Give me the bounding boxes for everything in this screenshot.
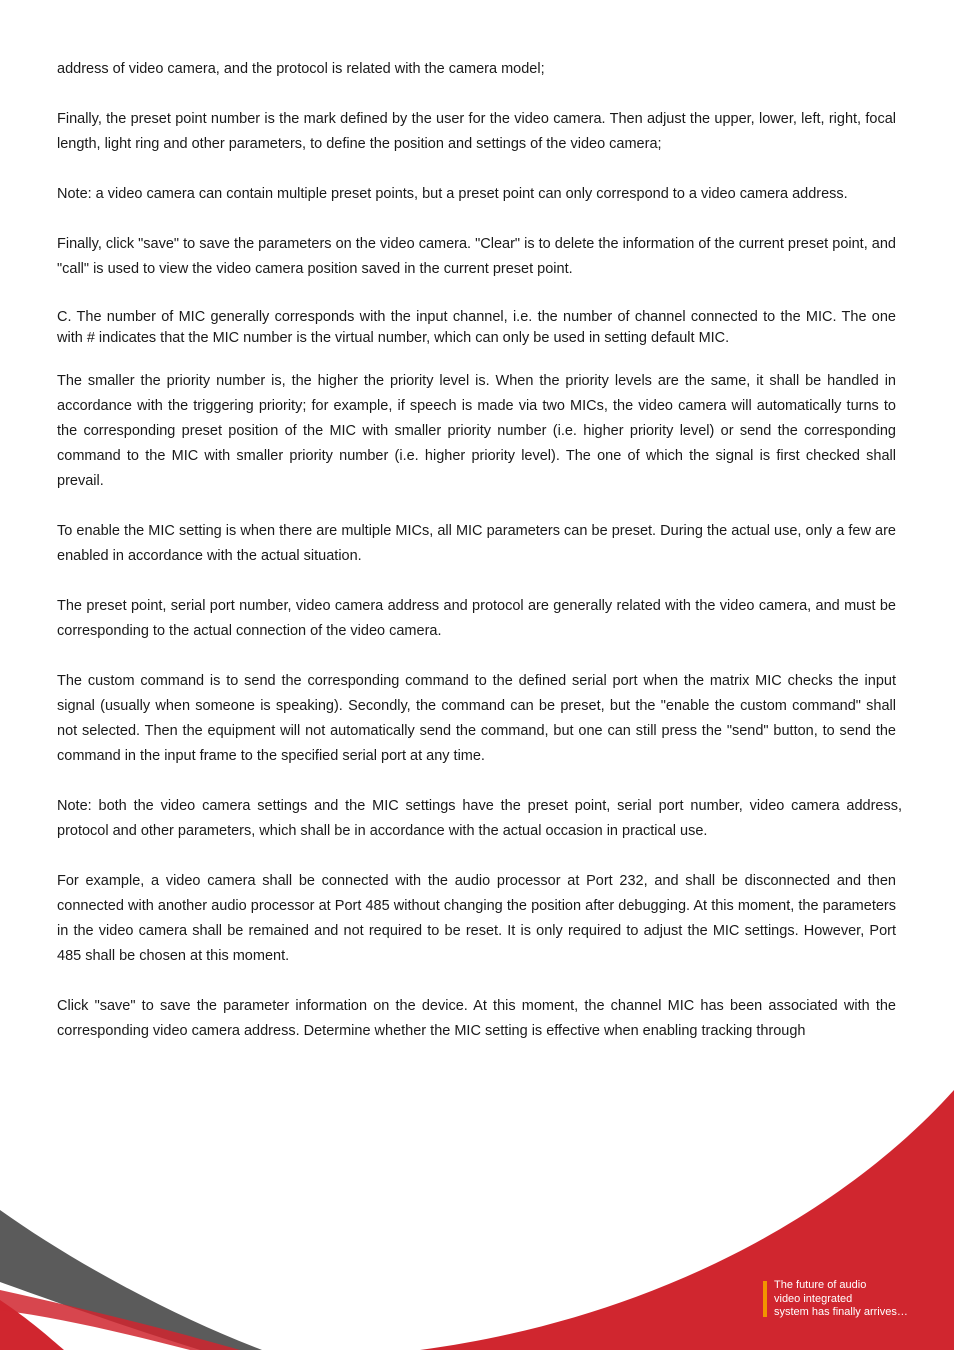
footer-tagline [774, 1279, 944, 1320]
paragraph-item-c: C. The number of MIC generally corresponds with the input channel, i.e. the number of channel connected to the MIC. The one with # indicates that the MIC number is the virtual number, which can only be used in setting default MIC. [57, 309, 896, 346]
paragraph: To enable the MIC setting is when there are multiple MICs, all MIC parameters can be preset. During the actual use, only a few are enabled in accordance with the actual situation. [57, 523, 896, 564]
paragraph: The preset point, serial port number, video camera address and protocol are generally related with the video camera, and must be corresponding to the actual connection of the video camera. [57, 598, 896, 639]
page-body [57, 57, 902, 1069]
paragraph: Note: a video camera can contain multiple preset points, but a preset point can only correspond to a video camera address. [57, 186, 848, 202]
paragraph: address of video camera, and the protocol is related with the camera model; [57, 61, 545, 77]
paragraph: Finally, click "save" to save the parameters on the video camera. "Clear" is to delete the information of the current preset point, and "call" is used to view the video camera position saved in the current preset point. [57, 236, 896, 277]
paragraph: Note: both the video camera settings and the MIC settings have the preset point, serial port number, video camera address, protocol and other parameters, which shall be in accordance with the actual occasion in practical use. [57, 798, 902, 839]
paragraph: For example, a video camera shall be connected with the audio processor at Port 232, and shall be disconnected and then connected with another audio processor at Port 485 without changing the position after debugging. At this moment, the parameters in the video camera shall be remained and not required to be reset. It is only required to adjust the MIC settings. However, Port 485 shall be chosen at this moment. [57, 873, 896, 964]
tagline-line: system has finally arrives… [774, 1306, 908, 1318]
paragraph: Finally, the preset point number is the mark defined by the user for the video camera. Then adjust the upper, lower, left, right, focal length, light ring and other parameters, to define the position and settings of the video camera; [57, 111, 896, 152]
tagline-line: video integrated [774, 1292, 853, 1305]
tagline-line: The future of audio [774, 1279, 867, 1291]
paragraph: Click "save" to save the parameter information on the device. At this moment, the channel MIC has been associated with the corresponding video camera address. Determine whether the MIC setting is effective when enabling tracking through [57, 998, 896, 1039]
tagline-accent-bar [763, 1281, 767, 1317]
paragraph: The smaller the priority number is, the higher the priority level is. When the priority levels are the same, it shall be handled in accordance with the triggering priority; for example, if speech is made via two MICs, the video camera will automatically turns to the corresponding preset position of the MIC with smaller priority number (i.e. higher priority level) or send the corresponding command to the MIC with smaller priority number (i.e. higher priority level). The one of which the signal is first checked shall prevail. [57, 373, 896, 489]
paragraph: The custom command is to send the corresponding command to the defined serial port when the matrix MIC checks the input signal (usually when someone is speaking). Secondly, the command can be preset, but the "enable the custom command" shall not selected. Then the equipment will not automatically send the command, but one can still press the "send" button, to send the command in the input frame to the specified serial port at any time. [57, 673, 896, 764]
